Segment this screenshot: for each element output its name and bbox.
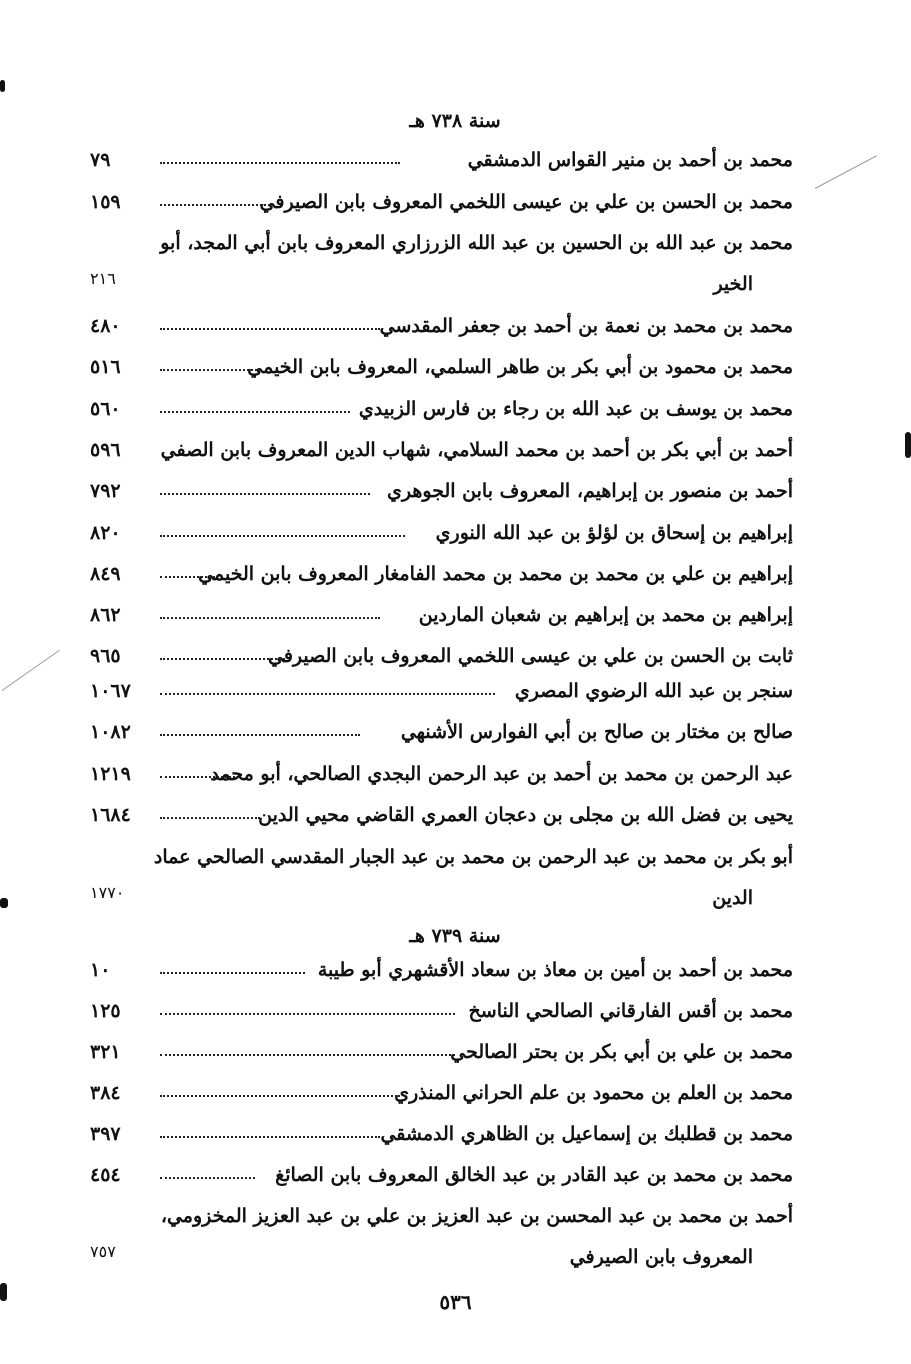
leader-dots [160, 162, 400, 164]
leader-dots [160, 693, 495, 695]
leader-dots [160, 328, 380, 330]
scan-scratch [815, 155, 877, 189]
entry-name: عبد الرحمن بن محمد بن أحمد بن عبد الرحمن البجدي الصالحي، أبو محمد [210, 763, 793, 785]
entry-page: ٥٦٠ [90, 398, 121, 420]
leader-dots [160, 658, 285, 660]
entry-name: سنجر بن عبد الله الرضوي المصري [514, 680, 793, 702]
index-entry [90, 228, 793, 258]
index-entry [90, 641, 793, 671]
page-number: ٥٣٦ [439, 1290, 472, 1314]
leader-dots [160, 1054, 455, 1056]
entry-page: ١٠٦٧ [90, 680, 131, 702]
leader-dots [160, 817, 260, 819]
entry-name: محمد بن محمد بن نعمة بن أحمد بن جعفر المقدسي [379, 315, 793, 337]
entry-name: إبراهيم بن محمد بن إبراهيم بن شعبان الماردين [418, 604, 793, 626]
index-entry-continuation [90, 269, 793, 299]
entry-name: صالح بن مختار بن صالح بن أبي الفوارس الأشنهي [400, 721, 793, 743]
leader-dots [160, 776, 235, 778]
index-entry [90, 435, 793, 465]
entry-page: ٨٤٩ [90, 563, 121, 585]
index-entry [90, 145, 793, 175]
entry-name: ثابت بن الحسن بن علي بن عيسى اللخمي المعروف بابن الصيرفي [267, 645, 793, 667]
index-entry-continuation [90, 1242, 793, 1272]
entry-page: ٧٩٢ [90, 480, 121, 502]
index-entry [90, 352, 793, 382]
leader-dots [160, 972, 305, 974]
entry-page: ٨٢٠ [90, 522, 121, 544]
index-entry [90, 187, 793, 217]
leader-dots [160, 411, 350, 413]
index-entry [90, 842, 793, 872]
entry-name: محمد بن علي بن أبي بكر بن بحتر الصالحي [450, 1041, 793, 1063]
entry-page: ٩٦٥ [90, 645, 121, 667]
index-entry [90, 955, 793, 985]
entry-page: ٣٢١ [90, 1041, 121, 1063]
entry-name: محمد بن أقس الفارقاني الصالحي الناسخ [468, 1000, 793, 1022]
index-entry [90, 1201, 793, 1231]
entry-page: ٥٩٦ [90, 439, 121, 461]
index-entry [90, 676, 793, 706]
entry-name: أحمد بن أبي بكر بن أحمد بن محمد السلامي، شهاب الدين المعروف بابن الصفي [160, 439, 793, 461]
scan-scratch [2, 650, 60, 691]
index-entry [90, 1037, 793, 1067]
index-entry [90, 476, 793, 506]
entry-page: ٣٩٧ [90, 1123, 121, 1145]
entry-name: محمد بن أحمد بن منير القواس الدمشقي [467, 149, 793, 171]
leader-dots [160, 1095, 400, 1097]
entry-page: ٧٥٧ [90, 1242, 116, 1261]
index-entry [90, 1119, 793, 1149]
leader-dots [160, 576, 215, 578]
scan-mark [905, 432, 911, 458]
year-heading-738: سنة ٧٣٨ هـ [409, 110, 501, 132]
entry-name: أحمد بن محمد بن عبد المحسن بن عبد العزيز بن علي بن عبد العزيز المخزومي، [160, 1205, 793, 1227]
entry-page: ١٧٧٠ [90, 883, 125, 902]
index-entry [90, 518, 793, 548]
entry-name-continuation: الخير [713, 273, 753, 295]
leader-dots [160, 1013, 455, 1015]
entry-name: محمد بن عبد الله بن الحسين بن عبد الله الزرزاري المعروف بابن أبي المجد، أبو [160, 232, 793, 254]
leader-dots [160, 734, 360, 736]
entry-page: ١٢١٩ [90, 763, 131, 785]
scan-mark [0, 898, 8, 908]
scan-mark [0, 80, 5, 92]
entry-page: ١٠ [90, 959, 111, 981]
entry-name: محمد بن الحسن بن علي بن عيسى اللخمي المعروف بابن الصيرفي [259, 191, 793, 213]
entry-name: إبراهيم بن إسحاق بن لؤلؤ بن عبد الله النوري [435, 522, 793, 544]
entry-name: أبو بكر بن محمد بن عبد الرحمن بن محمد بن عبد الجبار المقدسي الصالحي عماد [153, 846, 793, 868]
entry-name: محمد بن محمد بن عبد القادر بن عبد الخالق المعروف بابن الصائغ [275, 1164, 793, 1186]
entry-name: إبراهيم بن علي بن محمد بن محمد بن محمد الفامغار المعروف بابن الخيمي [198, 563, 793, 585]
index-entry [90, 1078, 793, 1108]
index-entry [90, 600, 793, 630]
entry-page: ٢١٦ [90, 269, 116, 288]
entry-page: ٨٦٢ [90, 604, 121, 626]
entry-page: ١٢٥ [90, 1000, 121, 1022]
index-entry [90, 996, 793, 1026]
year-heading-739: سنة ٧٣٩ هـ [409, 925, 501, 947]
leader-dots [160, 535, 405, 537]
leader-dots [160, 1177, 255, 1179]
index-entry [90, 800, 793, 830]
leader-dots [160, 617, 380, 619]
entry-page: ٤٥٤ [90, 1164, 121, 1186]
entry-page: ٤٨٠ [90, 315, 121, 337]
leader-dots [160, 1136, 380, 1138]
entry-name: أحمد بن منصور بن إبراهيم، المعروف بابن الجوهري [387, 480, 793, 502]
entry-page: ٥١٦ [90, 356, 121, 378]
entry-page: ٧٩ [90, 149, 111, 171]
leader-dots [160, 369, 260, 371]
index-entry [90, 559, 793, 589]
entry-name: محمد بن يوسف بن عبد الله بن رجاء بن فارس الزبيدي [358, 398, 793, 420]
entry-name-continuation: الدين [712, 887, 753, 909]
entry-page: ١٥٩ [90, 191, 121, 213]
entry-name: محمد بن أحمد بن أمين بن معاذ بن سعاد الأقشهري أبو طيبة [317, 959, 793, 981]
entry-name-continuation: المعروف بابن الصيرفي [569, 1246, 753, 1268]
entry-name: محمد بن محمود بن أبي بكر بن طاهر السلمي، المعروف بابن الخيمي [247, 356, 793, 378]
index-entry [90, 311, 793, 341]
leader-dots [160, 493, 370, 495]
index-entry [90, 394, 793, 424]
entry-name: محمد بن العلم بن محمود بن علم الحراني المنذري [394, 1082, 793, 1104]
index-entry [90, 1160, 793, 1190]
entry-name: محمد بن قطلبك بن إسماعيل بن الظاهري الدمشقي [380, 1123, 793, 1145]
entry-page: ٣٨٤ [90, 1082, 121, 1104]
entry-page: ١٠٨٢ [90, 721, 131, 743]
index-entry [90, 717, 793, 747]
entry-name: يحيى بن فضل الله بن مجلى بن دعجان العمري القاضي محيي الدين [258, 804, 793, 826]
leader-dots [160, 204, 270, 206]
index-entry [90, 759, 793, 789]
index-entry-continuation [90, 883, 793, 913]
entry-page: ١٦٨٤ [90, 804, 131, 826]
